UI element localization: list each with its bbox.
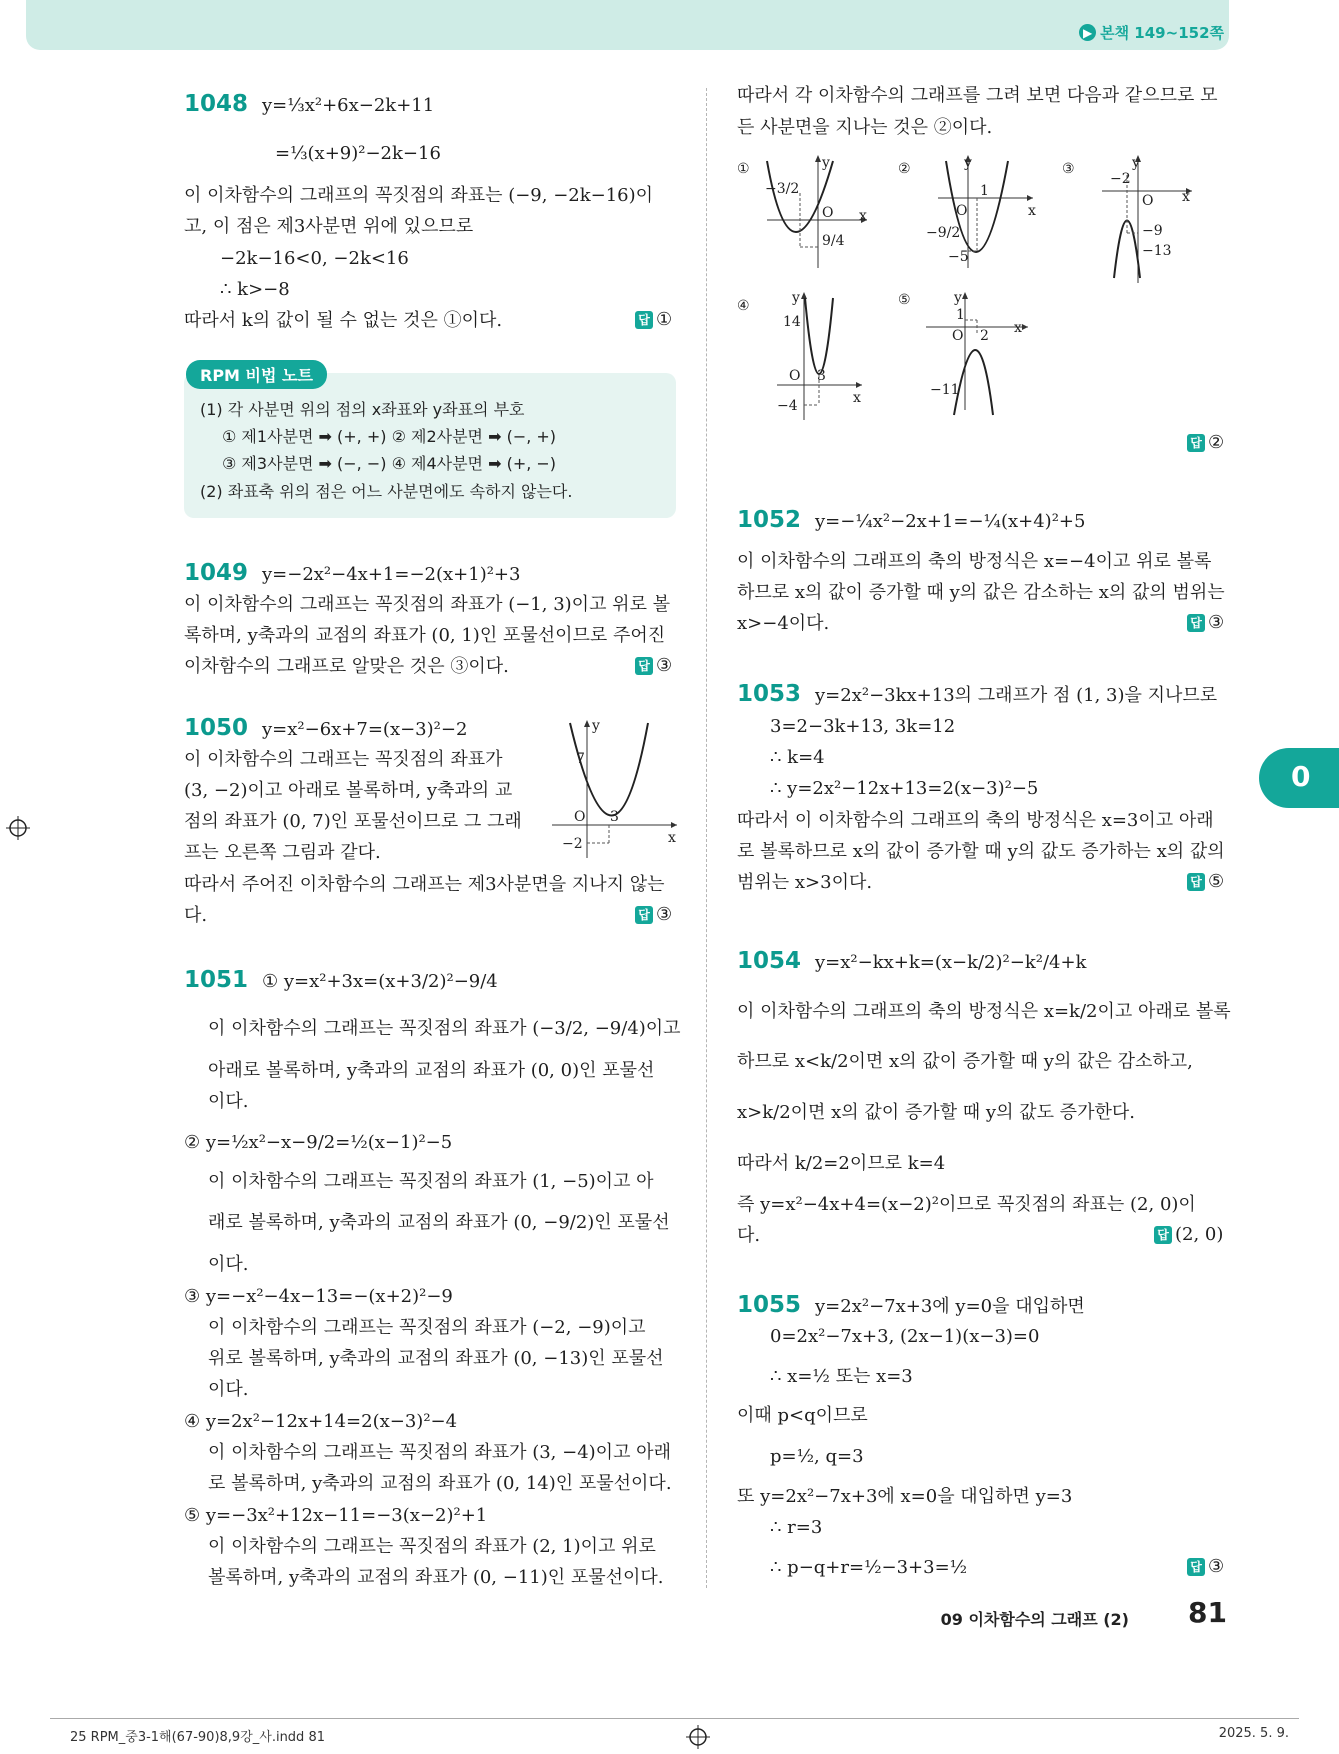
text-line: 위로 볼록하며, y축과의 교점의 좌표가 (0, −13)인 포물선 [208,1348,664,1369]
equation-line: 0=2x²−7x+3, (2x−1)(x−3)=0 [770,1326,1040,1347]
axis-label-y: y [592,718,600,734]
equation-line: ∴ x=½ 또는 x=3 [770,1366,913,1387]
chapter-title: 09 이차함수의 그래프 (2) [940,1610,1129,1629]
tick-label: −2 [562,836,583,852]
equation-line: y=⅓x²+6x−2k+11 [262,95,435,116]
tick-label: −4 [777,398,798,414]
text-line: x>k/2이면 x의 값이 증가할 때 y의 값도 증가한다. [737,1102,1135,1123]
text-line: (3, −2)이고 아래로 볼록하며, y축과의 교 [184,780,513,801]
graph-option-3 [1062,153,1202,287]
graph-1050 [552,718,682,862]
origin-label: O [956,203,968,219]
text-line: 따라서 주어진 이차함수의 그래프는 제3사분면을 지나지 않는 [184,874,665,895]
text-line: 이 이차함수의 그래프는 꼭짓점의 좌표가 (2, 1)이고 위로 [208,1536,656,1557]
text-line: 이 이차함수의 그래프는 꼭짓점의 좌표가 (−1, 3)이고 위로 볼 [184,594,671,615]
equation-line: 3=2−3k+13, 3k=12 [770,716,956,737]
axis-label-x: x [1028,203,1036,219]
equation-line: ① y=x²+3x=(x+3/2)²−9/4 [262,971,498,992]
answer-1052: 답 ③ [1187,612,1224,633]
problem-number-1052: 1052 [737,507,802,533]
text-line: 이차함수의 그래프로 알맞은 것은 ③이다. [184,656,509,677]
origin-label: O [952,328,964,344]
answer-1050: 답 ③ [635,904,672,925]
answer-tag-icon: 답 [635,657,653,675]
text-line: 이 이차함수의 그래프의 축의 방정식은 x=k/2이고 아래로 볼록 [737,1001,1231,1022]
answer-tag-icon: 답 [1187,434,1205,452]
text-line: 이 이차함수의 그래프는 꼭짓점의 좌표가 (3, −4)이고 아래 [208,1442,671,1463]
text-line: x>−4이다. [737,613,830,634]
text-line: 이 이차함수의 그래프는 꼭짓점의 좌표가 (−3/2, −9/4)이고 [208,1018,681,1039]
tick-label: −2 [1110,171,1131,187]
problem-number-1050: 1050 [184,715,249,741]
equation-line: ∴ y=2x²−12x+13=2(x−3)²−5 [770,778,1039,799]
tick-label: −13 [1142,243,1172,259]
text-line: 이다. [208,1379,249,1400]
axis-label-y: y [1132,155,1140,171]
text-line: 이 이차함수의 그래프는 꼭짓점의 좌표가 (1, −5)이고 아 [208,1171,654,1192]
answer-tag-icon: 답 [1154,1226,1172,1244]
problem-number-1054: 1054 [737,948,802,974]
column-divider [706,88,707,1588]
registration-mark-icon [6,816,30,844]
graph-option-2 [898,153,1048,272]
text-line: 또 y=2x²−7x+3에 x=0을 대입하면 y=3 [737,1486,1073,1507]
answer-tag-icon: 답 [1187,873,1205,891]
registration-mark-icon [686,1725,710,1753]
text-line: 하므로 x<k/2이면 x의 값이 증가할 때 y의 값은 감소하고, [737,1051,1193,1072]
answer-tag-icon: 답 [635,906,653,924]
problem-number-1048: 1048 [184,91,249,117]
tick-label: 9/4 [822,233,845,249]
text-line: 이다. [208,1254,249,1275]
tick-label: −9 [1142,223,1163,239]
equation-line: =⅓(x+9)²−2k−16 [275,143,441,164]
tick-label: 3 [817,368,826,384]
problem-number-1055: 1055 [737,1292,802,1318]
origin-label: O [1142,193,1154,209]
answer-tag-icon: 답 [1187,1558,1205,1576]
text-line: 이 이차함수의 그래프의 꼭짓점의 좌표는 (−9, −2k−16)이 [184,185,654,206]
text-line: 아래로 볼록하며, y축과의 교점의 좌표가 (0, 0)인 포물선 [208,1060,655,1081]
equation-line: −2k−16<0, −2k<16 [220,248,409,269]
problem-number-1051: 1051 [184,967,249,993]
equation-line: y=−2x²−4x+1=−2(x+1)²+3 [262,564,521,585]
text-line: 든 사분면을 지나는 것은 ②이다. [737,117,993,138]
origin-label: O [574,809,586,825]
text-line: 하므로 x의 값이 증가할 때 y의 값은 감소하는 x의 값의 범위는 [737,582,1225,603]
answer-1054: 답 (2, 0) [1154,1224,1223,1245]
origin-label: O [789,368,801,384]
equation-line: ③ y=−x²−4x−13=−(x+2)²−9 [184,1286,453,1307]
equation-line: y=−¼x²−2x+1=−¼(x+4)²+5 [815,511,1086,532]
text-line: 볼록하며, y축과의 교점의 좌표가 (0, −11)인 포물선이다. [208,1567,664,1588]
option-number: ① [737,161,750,177]
axis-label-y: y [964,155,972,171]
page-number: 81 [1188,1596,1227,1629]
axis-label-x: x [859,208,867,224]
answer-tag-icon: 답 [1187,614,1205,632]
answer-1053: 답 ⑤ [1187,871,1224,892]
equation-line: y=x²−kx+k=(x−k/2)²−k²/4+k [815,952,1087,973]
text-line: 고, 이 점은 제3사분면 위에 있으므로 [184,216,474,237]
answer-tag-icon: 답 [635,311,653,329]
option-number: ③ [1062,161,1075,177]
tick-label: 1 [956,307,965,323]
graph-option-1 [737,153,877,272]
text-line: 다. [737,1225,761,1246]
axis-label-y: y [954,290,962,306]
text-line: 이때 p<q이므로 [737,1405,868,1426]
equation-line: y=2x²−7x+3에 y=0을 대입하면 [815,1296,1085,1317]
header-bar [26,0,1229,50]
axis-label-x: x [1014,320,1022,336]
tick-label: −3/2 [765,181,800,197]
axis-label-y: y [792,290,800,306]
equation-line: p=½, q=3 [770,1446,864,1467]
text-line: 로 볼록하며, y축과의 교점의 좌표가 (0, 14)인 포물선이다. [208,1473,672,1494]
equation-line: ∴ k>−8 [220,279,290,300]
tick-label: 2 [980,328,989,344]
answer-1055: 답 ③ [1187,1556,1224,1577]
option-number: ② [898,161,911,177]
text-line: 다. [184,905,208,926]
equation-line: ⑤ y=−3x²+12x−11=−3(x−2)²+1 [184,1505,488,1526]
text-line: 이 이차함수의 그래프의 축의 방정식은 x=−4이고 위로 볼록 [737,551,1212,572]
text-line: 프는 오른쪽 그림과 같다. [184,842,381,863]
tick-label: 1 [980,183,989,199]
note-line: (1) 각 사분면 위의 점의 x좌표와 y좌표의 부호 [200,400,525,419]
equation-line: y=x²−6x+7=(x−3)²−2 [262,719,468,740]
text-line: 로 볼록하므로 x의 값이 증가할 때 y의 값도 증가하는 x의 값의 [737,841,1225,862]
tick-label: 7 [576,751,585,767]
book-page-reference: ▶ 본책 149~152쪽 [1079,22,1224,43]
equation-line: y=2x²−3kx+13의 그래프가 점 (1, 3)을 지나므로 [815,685,1218,706]
text-line: 이 이차함수의 그래프는 꼭짓점의 좌표가 (−2, −9)이고 [208,1317,646,1338]
note-line: ③ 제3사분면 ➡ (−, −) ④ 제4사분면 ➡ (+, −) [222,454,557,473]
text-line: 이 이차함수의 그래프는 꼭짓점의 좌표가 [184,749,503,770]
print-divider [50,1718,1299,1719]
answer-1051: 답 ② [1187,432,1224,453]
text-line: 따라서 각 이차함수의 그래프를 그려 보면 다음과 같으므로 모 [737,85,1218,106]
text-line: 이다. [208,1091,249,1112]
text-line: 범위는 x>3이다. [737,872,873,893]
text-line: 즉 y=x²−4x+4=(x−2)²이므로 꼭짓점의 좌표는 (2, 0)이 [737,1194,1196,1215]
text-line: 록하며, y축과의 교점의 좌표가 (0, 1)인 포물선이므로 주어진 [184,625,666,646]
tick-label: −11 [930,382,960,398]
tick-label: 14 [783,314,801,330]
problem-number-1053: 1053 [737,681,802,707]
graph-option-5 [898,290,1038,424]
chapter-side-tab-label: 0 [1291,760,1311,793]
equation-line: ∴ k=4 [770,747,825,768]
print-date: 2025. 5. 9. [1218,1726,1289,1741]
graph-option-4 [737,290,877,424]
text-line: 래로 볼록하며, y축과의 교점의 좌표가 (0, −9/2)인 포물선 [208,1212,670,1233]
tick-label: −9/2 [926,225,961,241]
problem-number-1049: 1049 [184,560,249,586]
option-number: ④ [737,298,750,314]
tick-label: −5 [948,249,969,265]
tip-note-label: RPM 비법 노트 [186,360,327,389]
note-line: (2) 좌표축 위의 점은 어느 사분면에도 속하지 않는다. [200,482,573,501]
text-line: 따라서 k의 값이 될 수 없는 것은 ①이다. [184,310,503,331]
answer-1048: 답 ① [635,309,672,330]
option-number: ⑤ [898,292,911,308]
text-line: 점의 좌표가 (0, 7)인 포물선이므로 그 그래 [184,811,522,832]
tick-label: 3 [610,809,619,825]
axis-label-x: x [1182,189,1190,205]
equation-line: ∴ r=3 [770,1517,823,1538]
note-line: ① 제1사분면 ➡ (+, +) ② 제2사분면 ➡ (−, +) [222,427,557,446]
text-line: 따라서 k/2=2이므로 k=4 [737,1153,946,1174]
equation-line: ∴ p−q+r=½−3+3=½ [770,1557,968,1578]
text-line: 따라서 이 이차함수의 그래프의 축의 방정식은 x=3이고 아래 [737,810,1214,831]
equation-line: ② y=½x²−x−9/2=½(x−1)²−5 [184,1132,453,1153]
answer-1049: 답 ③ [635,655,672,676]
axis-label-y: y [822,155,830,171]
axis-label-x: x [668,830,676,846]
axis-label-x: x [853,390,861,406]
chevron-right-icon: ▶ [1079,24,1096,41]
print-file-info: 25 RPM_중3-1해(67-90)8,9강_사.indd 81 [70,1730,325,1745]
equation-line: ④ y=2x²−12x+14=2(x−3)²−4 [184,1411,458,1432]
origin-label: O [822,205,834,221]
